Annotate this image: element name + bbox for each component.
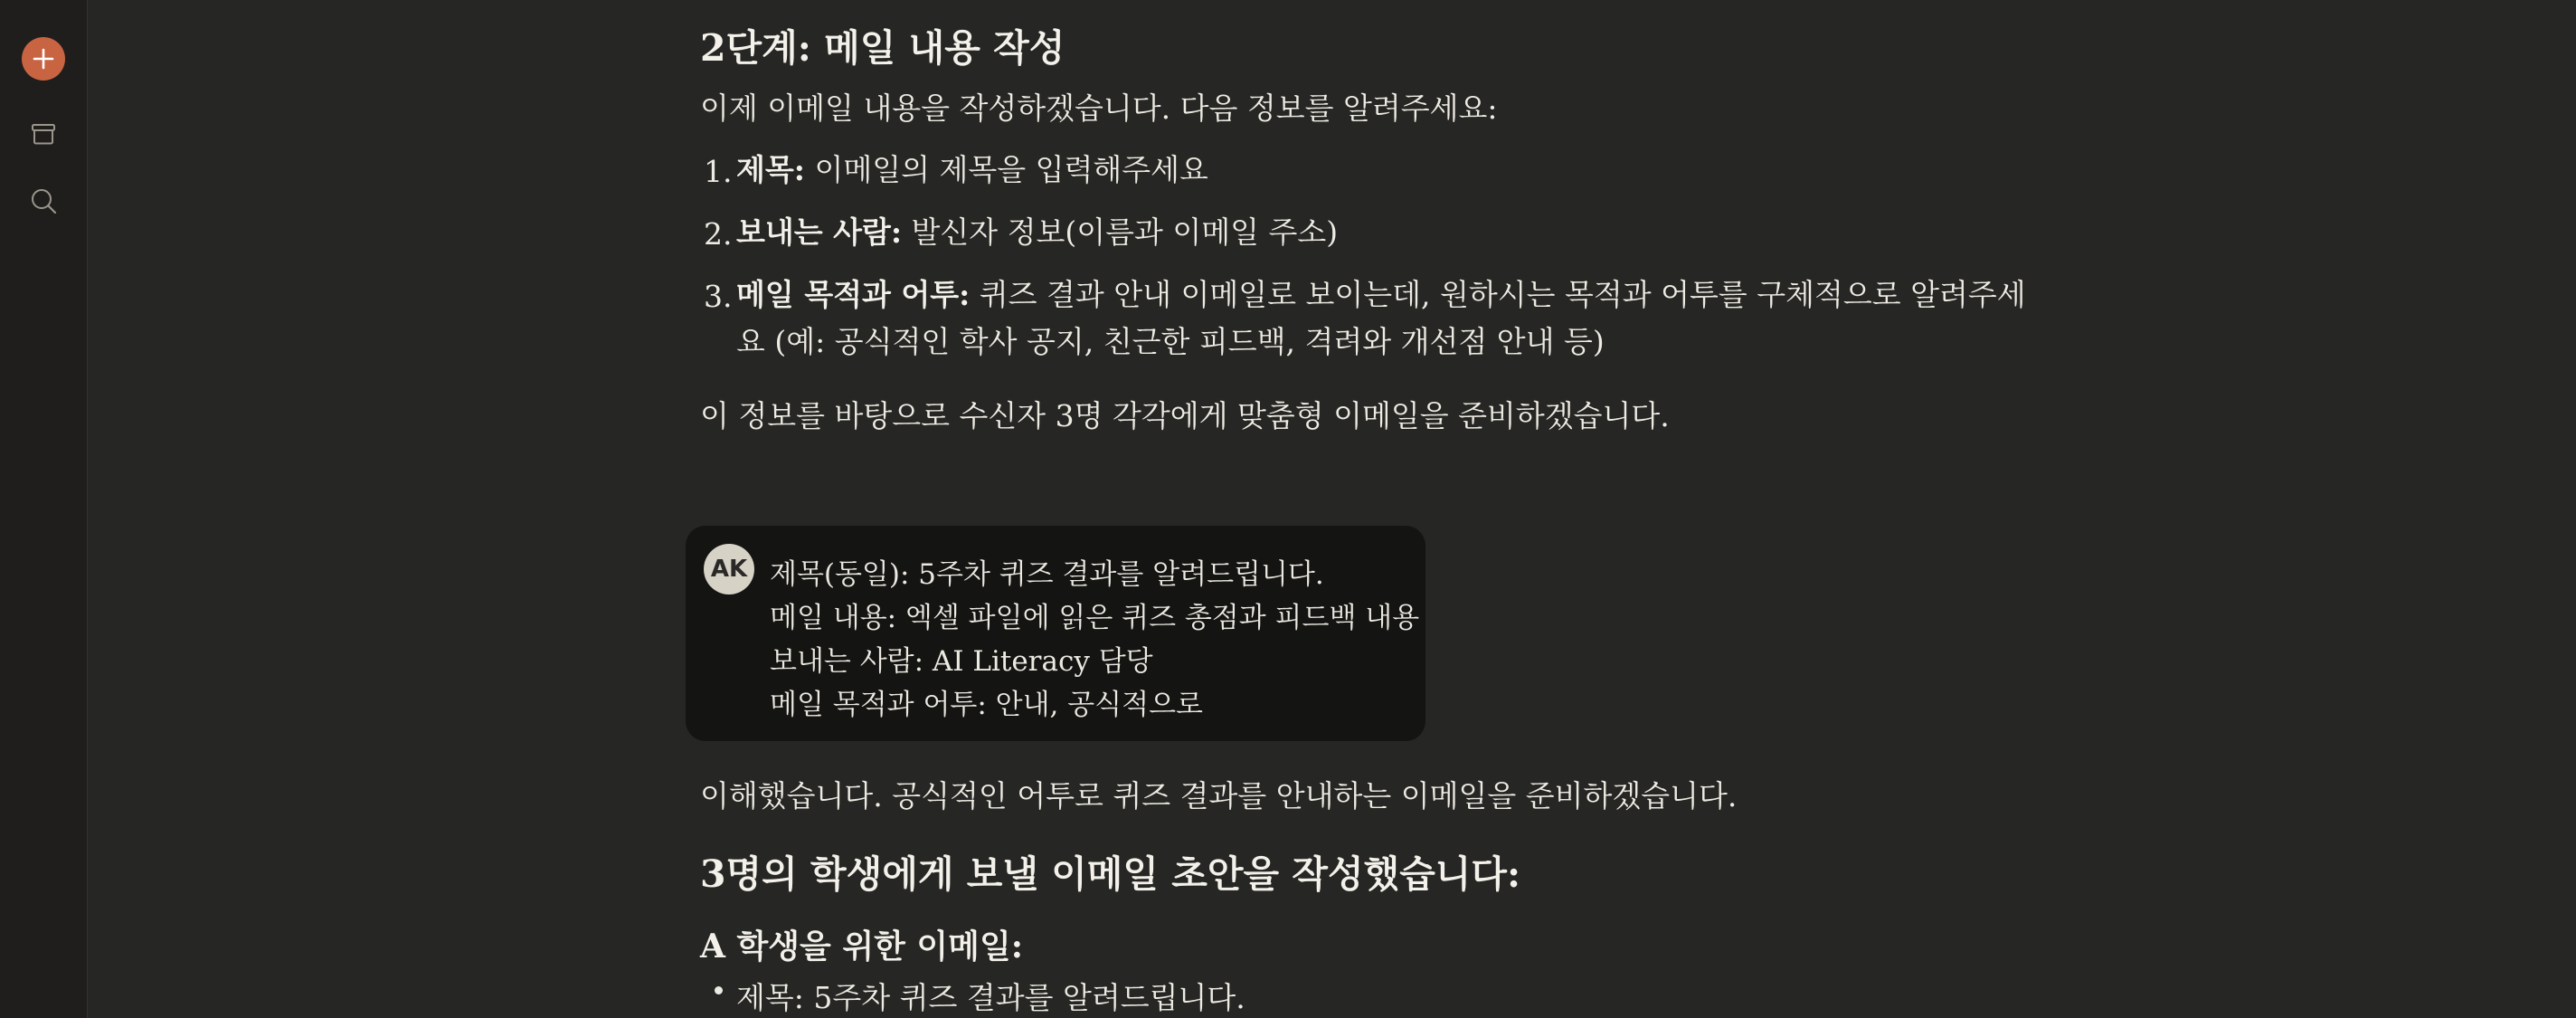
avatar: AK: [704, 544, 754, 595]
sidebar: [0, 0, 88, 1018]
list-item: [736, 147, 1208, 194]
bullet-dot: [715, 986, 723, 994]
bullet-item: 제목: 5주차 퀴즈 결과를 알려드립니다.: [736, 980, 1245, 1015]
list-item-label: 보내는 사람:: [736, 214, 903, 250]
list-item-text: 퀴즈 결과 안내 이메일로 보이는데, 원하시는 목적과 어투를 구체적으로 알려주세: [970, 277, 2026, 312]
intro-text: 이제 이메일 내용을 작성하겠습니다. 다음 정보를 알려주세요:: [700, 90, 1498, 126]
new-chat-button[interactable]: [22, 37, 65, 81]
search-icon[interactable]: [27, 185, 60, 217]
list-number: 1.: [704, 154, 733, 189]
message-line: 보내는 사람: AI Literacy 담당: [770, 645, 1153, 678]
student-a-heading: A 학생을 위한 이메일:: [700, 928, 1024, 966]
drafts-heading: 3명의 학생에게 보낼 이메일 초안을 작성했습니다:: [700, 852, 1521, 896]
ack-text: 이해했습니다. 공식적인 어투로 퀴즈 결과를 안내하는 이메일을 준비하겠습니다.: [700, 778, 1738, 813]
message-line: 메일 내용: 엑셀 파일에 읽은 퀴즈 총점과 피드백 내용: [770, 602, 1420, 634]
list-number: 2.: [704, 216, 733, 252]
list-item: [736, 209, 1338, 256]
message-line: 제목(동일): 5주차 퀴즈 결과를 알려드립니다.: [770, 558, 1324, 591]
archive-box-icon[interactable]: [27, 118, 60, 150]
list-item-continuation: 요 (예: 공식적인 학사 공지, 친근한 피드백, 격려와 개선점 안내 등): [736, 324, 1605, 359]
user-message: [686, 526, 1425, 741]
list-item: [736, 271, 2026, 319]
list-number: 3.: [704, 279, 733, 314]
message-line: 메일 목적과 어투: 안내, 공식적으로: [770, 689, 1203, 721]
list-item-text: 발신자 정보(이름과 이메일 주소): [902, 214, 1339, 250]
list-item-label: 제목:: [736, 152, 805, 187]
step-heading: 2단계: 메일 내용 작성: [700, 26, 1065, 70]
list-item-label: 메일 목적과 어투:: [736, 277, 971, 312]
plus-icon: [32, 47, 55, 71]
outro-text: 이 정보를 바탕으로 수신자 3명 각각에게 맞춤형 이메일을 준비하겠습니다.: [700, 398, 1670, 433]
list-item-text: 이메일의 제목을 입력해주세요: [804, 152, 1208, 187]
